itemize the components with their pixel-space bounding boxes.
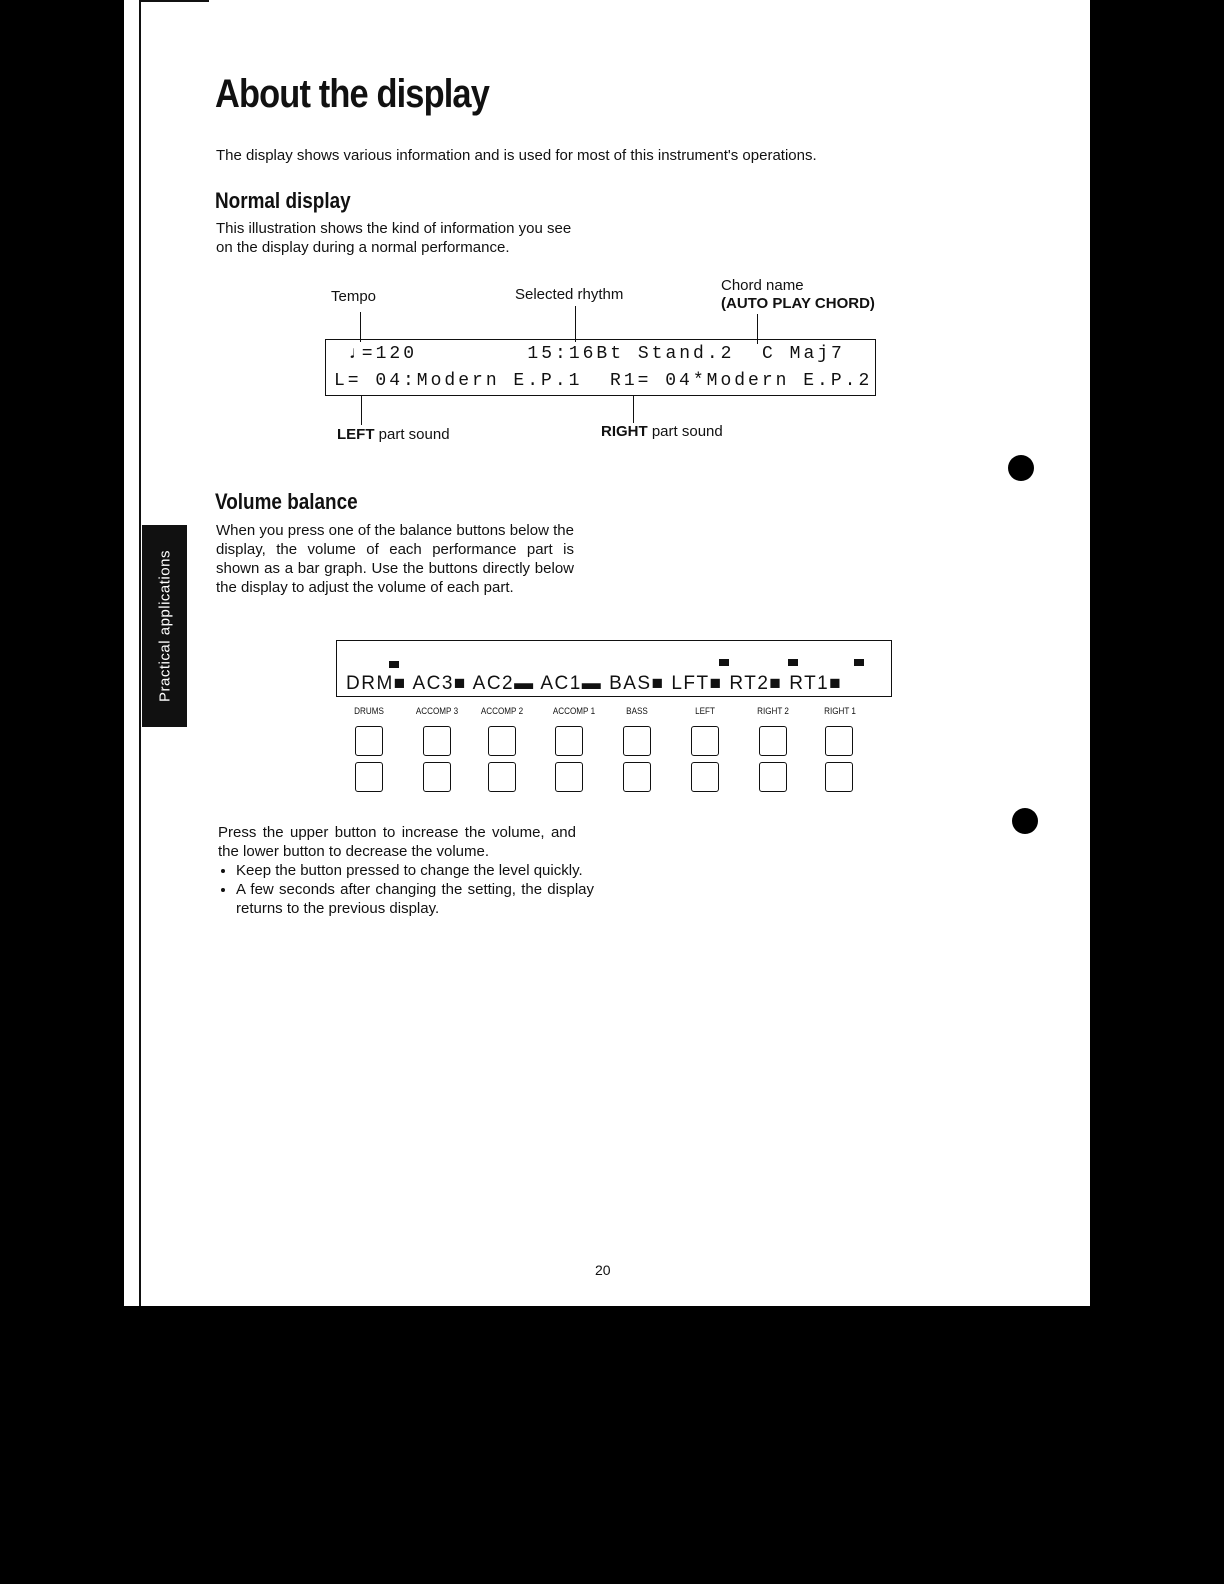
tempo-pointer: [360, 312, 361, 342]
left-down-button[interactable]: [691, 762, 719, 792]
part-label-right2: RIGHT 2: [757, 706, 789, 716]
page-edge-line: [139, 0, 141, 1306]
scan-border-bottom: [0, 1306, 1224, 1584]
bass-up-button[interactable]: [623, 726, 651, 756]
page-top-line: [139, 0, 209, 2]
page-edge-strip: [124, 0, 144, 1306]
normal-display-body: This illustration shows the kind of information you see on the display during a normal performance.: [216, 220, 572, 256]
accomp2-up-button[interactable]: [488, 726, 516, 756]
accomp1-up-button[interactable]: [555, 726, 583, 756]
right1-down-button[interactable]: [825, 762, 853, 792]
normal-display-heading: Normal display: [215, 188, 351, 213]
volume-balance-heading: Volume balance: [215, 489, 358, 514]
part-label-drums: DRUMS: [354, 706, 384, 716]
selected-rhythm-label: Selected rhythm: [515, 286, 624, 303]
lcd-line-1: ♩=120 15:16Bt Stand.2 C Maj7: [348, 344, 845, 364]
right-part-bold: RIGHT: [601, 423, 648, 440]
normal-lcd-display: [325, 339, 876, 396]
punch-hole: [1008, 455, 1034, 481]
right-part-pointer: [633, 395, 634, 423]
volume-lcd-display: [336, 640, 892, 697]
left-part-label: [337, 426, 450, 443]
accomp2-down-button[interactable]: [488, 762, 516, 792]
right2-up-button[interactable]: [759, 726, 787, 756]
part-label-accomp3: ACCOMP 3: [415, 706, 459, 716]
bass-down-button[interactable]: [623, 762, 651, 792]
left-part-rest: part sound: [374, 426, 450, 443]
side-tab-label: Practical applications: [156, 550, 173, 702]
lcd-line-2: L= 04:Modern E.P.1 R1= 04*Modern E.P.2: [334, 371, 873, 391]
accomp3-up-button[interactable]: [423, 726, 451, 756]
right2-down-button[interactable]: [759, 762, 787, 792]
intro-text: The display shows various information and is used for most of this instrument's operations.: [216, 147, 817, 164]
page-number: 20: [595, 1262, 611, 1278]
page-title: About the display: [215, 72, 489, 116]
volume-balance-body: When you press one of the balance buttons below the display, the volume of each performance part is shown as a bar graph. Use the buttons directly below the display to adjust the volume of each part.: [216, 522, 574, 596]
drums-up-button[interactable]: [355, 726, 383, 756]
rhythm-pointer: [575, 306, 576, 342]
volume-lcd-line: DRM■ AC3■ AC2▬ AC1▬ BAS■ LFT■ RT2■ RT1■: [346, 673, 843, 694]
part-label-left: LEFT: [695, 706, 715, 716]
accomp3-down-button[interactable]: [423, 762, 451, 792]
volume-instructions: Press the upper button to increase the volume, and the lower button to decrease the volume.: [218, 824, 576, 860]
side-tab: [142, 525, 187, 727]
part-label-right1: RIGHT 1: [824, 706, 856, 716]
left-part-pointer: [361, 395, 362, 425]
drums-level-bar: [389, 661, 399, 668]
punch-hole: [1012, 808, 1038, 834]
part-label-bass: BASS: [626, 706, 648, 716]
right-part-rest: part sound: [647, 423, 723, 440]
bullet-item: • A few seconds after changing the setting, the display returns to the previous display.: [236, 880, 594, 918]
bullet-item: • Keep the button pressed to change the level quickly.: [236, 861, 594, 880]
part-label-accomp1: ACCOMP 1: [552, 706, 596, 716]
drums-down-button[interactable]: [355, 762, 383, 792]
left-level-bar: [719, 659, 729, 666]
chord-name-label: Chord name: [721, 277, 804, 294]
tempo-label: Tempo: [331, 288, 377, 305]
left-up-button[interactable]: [691, 726, 719, 756]
right-part-label: [601, 423, 723, 440]
right1-up-button[interactable]: [825, 726, 853, 756]
accomp1-down-button[interactable]: [555, 762, 583, 792]
chord-name-sub-label: (AUTO PLAY CHORD): [721, 295, 875, 312]
right1-level-bar: [854, 659, 864, 666]
right2-level-bar: [788, 659, 798, 666]
volume-bullet-list: [218, 861, 594, 918]
left-part-bold: LEFT: [337, 426, 375, 443]
part-label-accomp2: ACCOMP 2: [480, 706, 524, 716]
